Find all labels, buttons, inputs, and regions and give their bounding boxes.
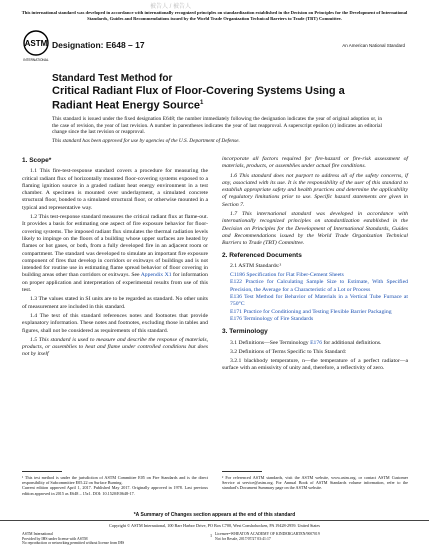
- svg-text:ASTM: ASTM: [24, 39, 48, 48]
- ref-code[interactable]: E176: [230, 315, 243, 322]
- reference-item[interactable]: [222, 316, 408, 323]
- refs-subheading: 2.1 ASTM Standards:²: [230, 262, 282, 269]
- astm-logo-icon: [22, 30, 50, 63]
- license-left: ASTM International Provided by IHS under license with ASTM No reproduction or networking permitted without license from IHS: [22, 532, 125, 546]
- para-1-5-cont: incorporate all factors required for fire-hazard or fire-risk assessment of materials, products, or assemblies under actual fire conditions.: [222, 156, 408, 170]
- para-1-2-text: 1.2 This test-response standard measures the critical radiant flux at flame-out. It provides a basis for estimating one aspect of fire exposure behavior for floor-covering systems. The imposed radiant flux simulates the thermal radiation levels likely to impinge on the floors of a building whose upper surfaces are heated by flames or hot gases, or both, from a fully developed fire in an adjacent room or compartment. The standard was developed to simulate an important fire exposure component of fires that develop in corridors or exitways of buildings and is not intended for routine use in estimating flame spread behavior of floor covering in building areas other than corridors or exitways. See: [22, 214, 208, 279]
- ref-desc[interactable]: Practice for Conditioning and Testing Flexible Barrier Packaging: [243, 308, 392, 315]
- para-1-2: [22, 214, 208, 294]
- reference-item[interactable]: [222, 294, 408, 309]
- e176-link[interactable]: E176: [310, 339, 323, 346]
- footnote-rule-right: [222, 471, 262, 472]
- title-footnote-mark: 1: [199, 100, 204, 106]
- title-line-2: [52, 85, 382, 112]
- logo-text: INTERNATIONAL: [23, 58, 49, 62]
- para-3-1-end: for additional definitions.: [322, 339, 382, 346]
- para-1-5: 1.5 This standard is used to measure and describe the response of materials, products, or assemblies to heat and flame under controlled conditions but does not by itself: [22, 336, 208, 358]
- para-3-1: [222, 340, 408, 347]
- footnote-2: ² For referenced ASTM standards, visit the ASTM website, www.astm.org, or contact ASTM Customer Service at service@astm.org. For Annual Book of ASTM Standards volume information, refer to the standard's Document Summary page on the ASTM website.: [222, 475, 408, 491]
- para-3-2-1: 3.2.1 blackbody temperature, n—the temperature of a perfect radiator—a surface with an emissivity of unity and, therefore, a reflectivity of zero.: [222, 358, 408, 372]
- reference-item[interactable]: [222, 309, 408, 316]
- watermark: 被告人 / 被告人: [150, 4, 192, 10]
- issuance-note: This standard is issued under the fixed designation E648; the number immediately following the designation indicates the year of original adoption or, in the case of revision, the year of last revision. A number in parentheses indicates the year of last reapproval. A superscript epsilon (ε) indicates an editorial change since the last revision or reapproval.: [52, 116, 382, 135]
- appendix-link[interactable]: Appendix X1: [140, 272, 172, 279]
- terminology-heading: 3. Terminology: [222, 328, 268, 336]
- footnote-1: ¹ This test method is under the jurisdiction of ASTM Committee E05 on Fire Standards and is the direct responsibility of Subcommittee E05.22 on Surface Burning. Current edition approved April 1, 2017. Published May 2017. Originally approved in 1978. Last previous edition approved in 2015 as E648 – 15ε1. DOI: 10.1520/E0648-17.: [22, 475, 208, 496]
- para-1-7: 1.7 This international standard was developed in accordance with internationally recognized principles on standardization established in the Decision on Principles for the Development of International Standards, Guides and Recommendations issued by the World Trade Organization Technical Barriers to Trade (TBT) Committee.: [222, 211, 408, 247]
- ref-desc[interactable]: Practice for Calculating Sample Size to Estimate, With Specified Precision, the Average for a Characteristic of a Lot or Process: [230, 279, 408, 293]
- ref-code[interactable]: C1186: [230, 272, 245, 279]
- ans-label: An American National Standard: [342, 43, 405, 48]
- para-1-3: 1.3 The values stated in SI units are to be regarded as standard. No other units of measurement are included in this standard.: [22, 296, 208, 310]
- right-column: [222, 156, 408, 375]
- ref-code[interactable]: E171: [230, 308, 243, 315]
- reference-item[interactable]: [222, 279, 408, 294]
- copyright: Copyright © ASTM International, 100 Barr Harbor Drive, PO Box C700, West Conshohocken, PA 19428-2959. United States: [0, 520, 429, 528]
- para-1-4: 1.4 The text of this standard references notes and footnotes that provide explanatory information. These notes and footnotes, excluding those in tables and figures, shall not be considered as requirements of this standard.: [22, 312, 208, 334]
- para-3-1-text: 3.1 Definitions—See Terminology: [230, 339, 311, 346]
- reference-list: [222, 272, 408, 323]
- summary-note: *A Summary of Changes section appears at the end of this standard: [133, 512, 296, 518]
- scope-heading: 1. Scope*: [22, 157, 52, 164]
- license-right: Licensee=WHEATON ACADEMY OF KINDERGARTEN/9007019 Not for Resale, 2017/07/27 03:41:17: [215, 532, 320, 541]
- para-1-6: 1.6 This standard does not purport to address all of the safety concerns, if any, associated with its use. It is the responsibility of the user of this standard to establish appropriate safety and health practices and determine the applicability of regulatory limitations prior to use. Specific hazard statements are given in Section 7.: [222, 172, 408, 208]
- left-column: [22, 156, 208, 361]
- para-1-2-end: for information on proper application and interpretation of experimental results from use of this test.: [22, 272, 208, 294]
- dod-note: This standard has been approved for use by agencies of the U.S. Department of Defense.: [52, 138, 240, 144]
- document-title: [52, 73, 382, 112]
- page-number: 1: [210, 533, 213, 538]
- ref-code[interactable]: E136: [230, 294, 243, 301]
- refs-heading: 2. Referenced Documents: [222, 251, 302, 259]
- para-3-2: 3.2 Definitions of Terms Specific to This Standard:: [230, 348, 347, 355]
- ref-code[interactable]: E122: [230, 279, 243, 286]
- footnote-rule-left: [22, 471, 62, 472]
- para-1-1: 1.1 This fire-test-response standard covers a procedure for measuring the critical radiant flux of horizontally mounted floor-covering systems exposed to a flaming ignition source in a graded radiant heat energy environment in a test chamber. A specimen is mounted over underlayment, a simulated concrete structural floor, bonded to a simulated structural floor, or otherwise mounted in a typical and representative way.: [22, 168, 208, 211]
- tbt-notice: This international standard was developed in accordance with internationally recognized principles on standardization established in the Decision on Principles for the Development of International Standards, Guides and Recommendations issued by the World Trade Organization Technical Barriers to Trade (TBT) Committee.: [21, 10, 408, 21]
- ref-desc[interactable]: Test Method for Behavior of Materials in a Vertical Tube Furnace at 750°C: [230, 294, 408, 308]
- ref-desc[interactable]: Specification for Flat Fiber-Cement Sheets: [246, 272, 344, 279]
- ref-desc[interactable]: Terminology of Fire Standards: [243, 315, 314, 322]
- designation: Designation: E648 – 17: [52, 40, 145, 50]
- title-main: Critical Radiant Flux of Floor-Covering Systems Using a Radiant Heat Energy Source: [52, 85, 345, 112]
- title-line-1: Standard Test Method for: [52, 73, 173, 84]
